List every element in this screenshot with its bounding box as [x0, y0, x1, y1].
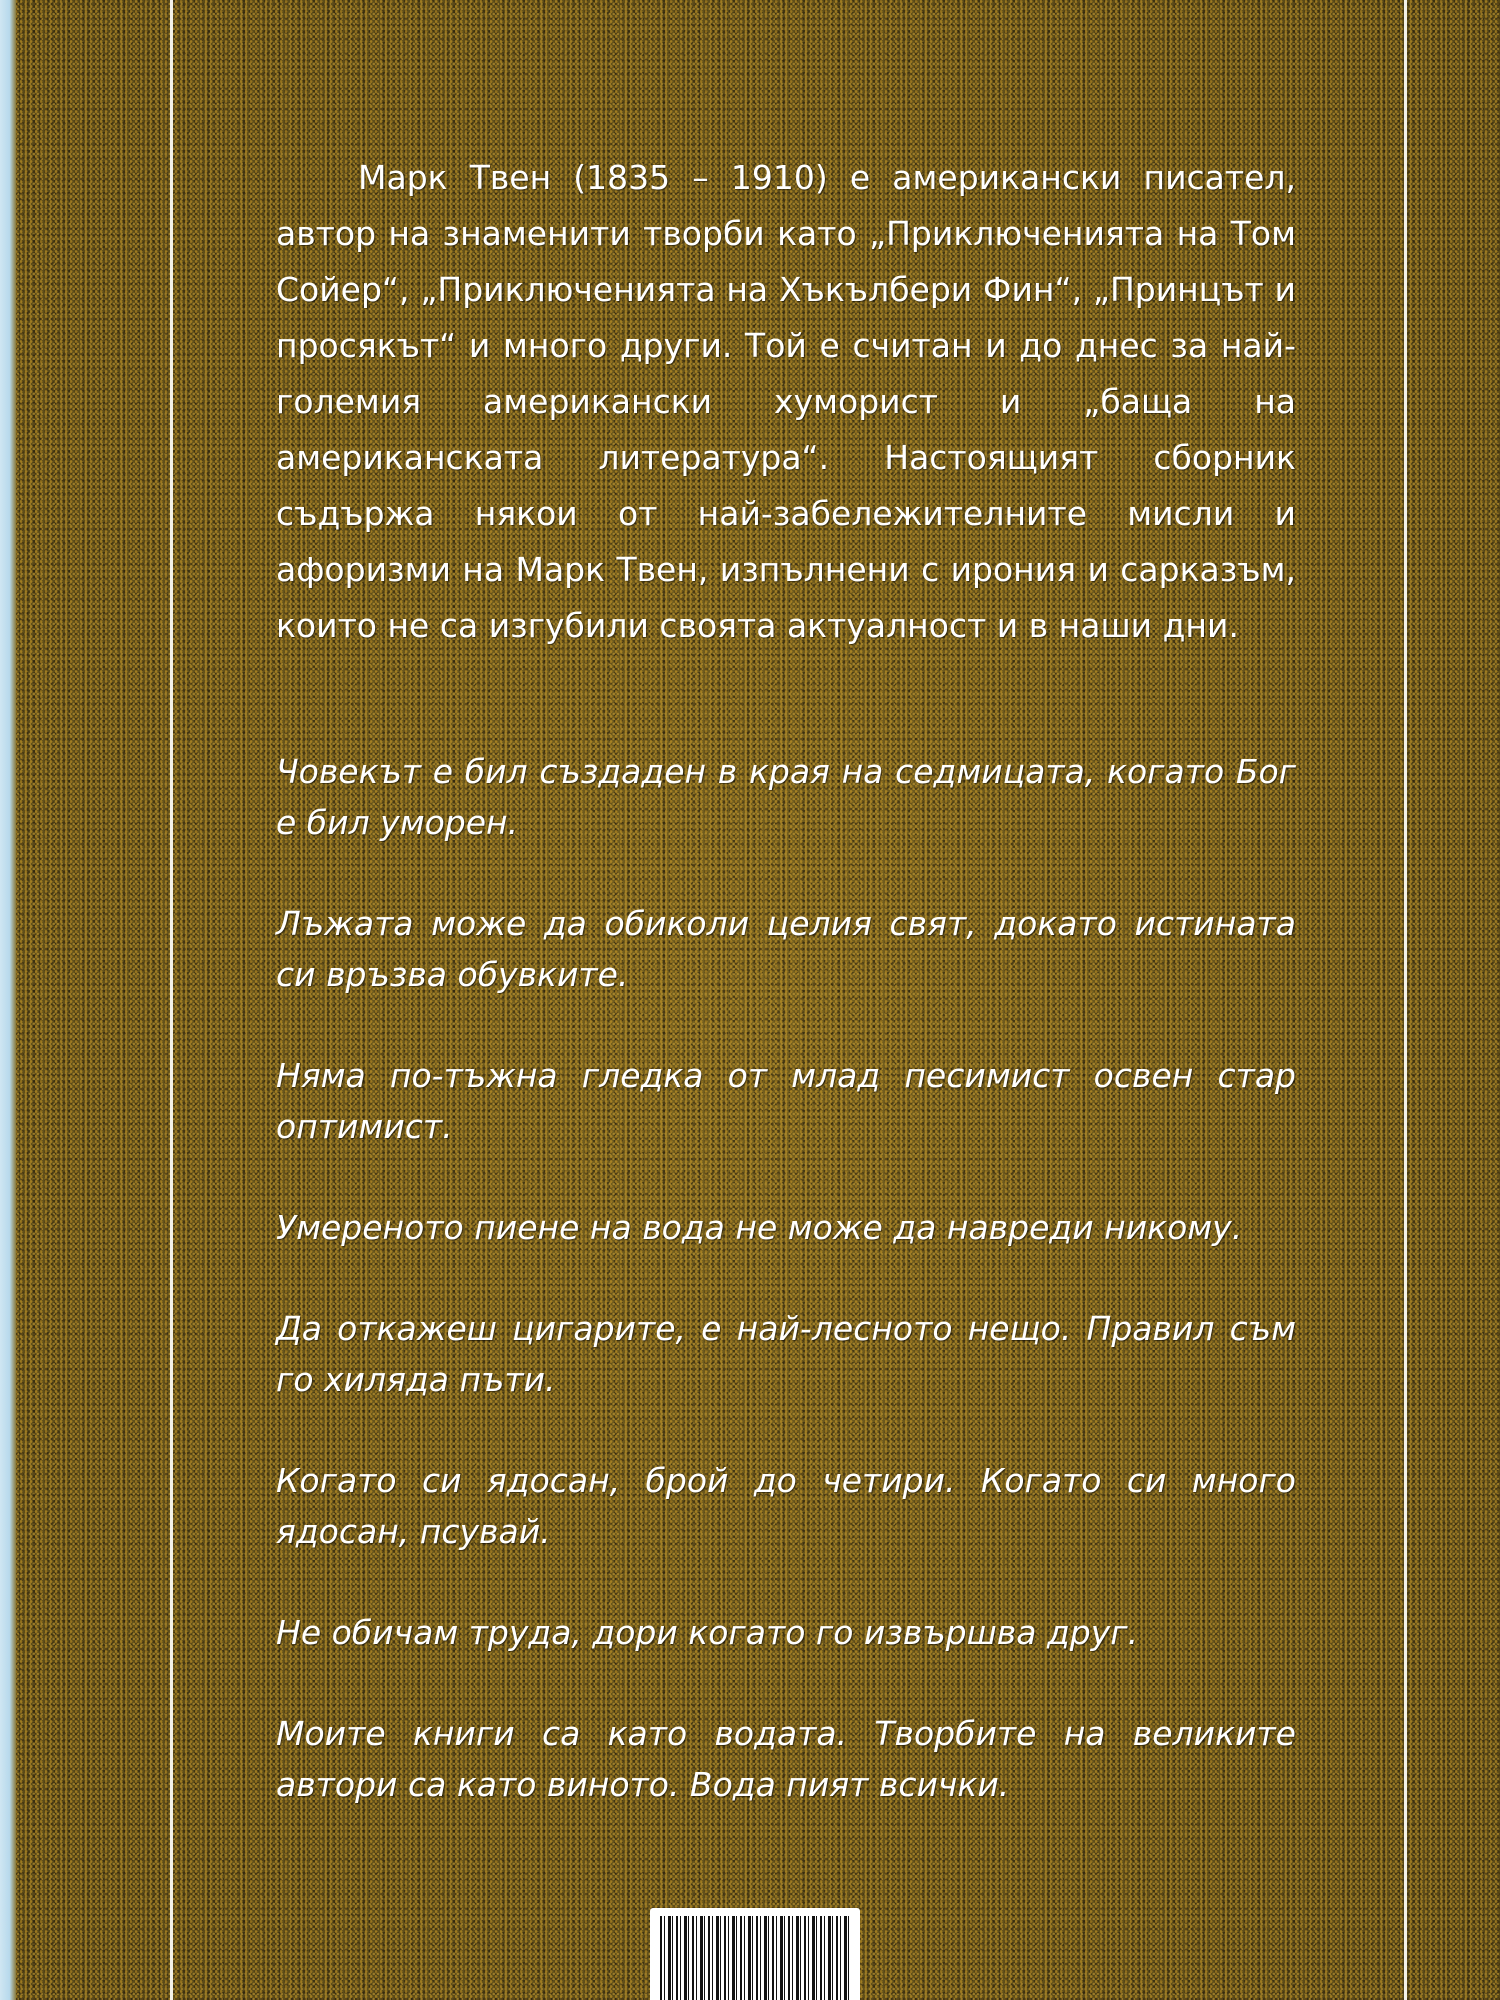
cover-text [276, 150, 1296, 1860]
left-border-line [170, 0, 173, 2000]
barcode [650, 1908, 860, 2000]
quote: Няма по-тъжна гледка от млад песимист освен стар оптимист. [276, 1056, 1296, 1146]
barcode-bars [660, 1916, 850, 2000]
quotes-list [276, 746, 1296, 1810]
quote: Да откажеш цигарите, е най-лесното нещо. Правил съм го хиляда пъти. [276, 1309, 1296, 1399]
right-border-line [1404, 0, 1407, 2000]
quote: Човекът е бил създаден в края на седмицата, когато Бог е бил уморен. [276, 752, 1296, 842]
quote: Лъжата може да обиколи целия свят, докато истината си връзва обувките. [276, 904, 1296, 994]
quote: Моите книги са като водата. Творбите на великите автори са като виното. Вода пият всички. [276, 1714, 1296, 1804]
quote: Когато си ядосан, брой до четири. Когато си много ядосан, псувай. [276, 1461, 1296, 1551]
page-edge [0, 0, 16, 2000]
author-intro: Марк Твен (1835 – 1910) е американски писател, автор на знаменити творби като „Приключенията на Том Сойер“, „Приключенията на Хъкълбери Фин“, „Принцът и просякът“ и много други. Той е считан и до днес за най-големия американски хуморист и „баща на американската литература“. Настоящият сборник съдържа някои от най-забележителните мисли и афоризми на Марк Твен, изпълнени с ирония и сарказъм, които не са изгубили своята актуалност и в наши дни. [276, 158, 1296, 645]
quote: Не обичам труда, дори когато го извършва друг. [276, 1613, 1139, 1652]
quote: Умереното пиене на вода не може да навреди никому. [276, 1208, 1243, 1247]
